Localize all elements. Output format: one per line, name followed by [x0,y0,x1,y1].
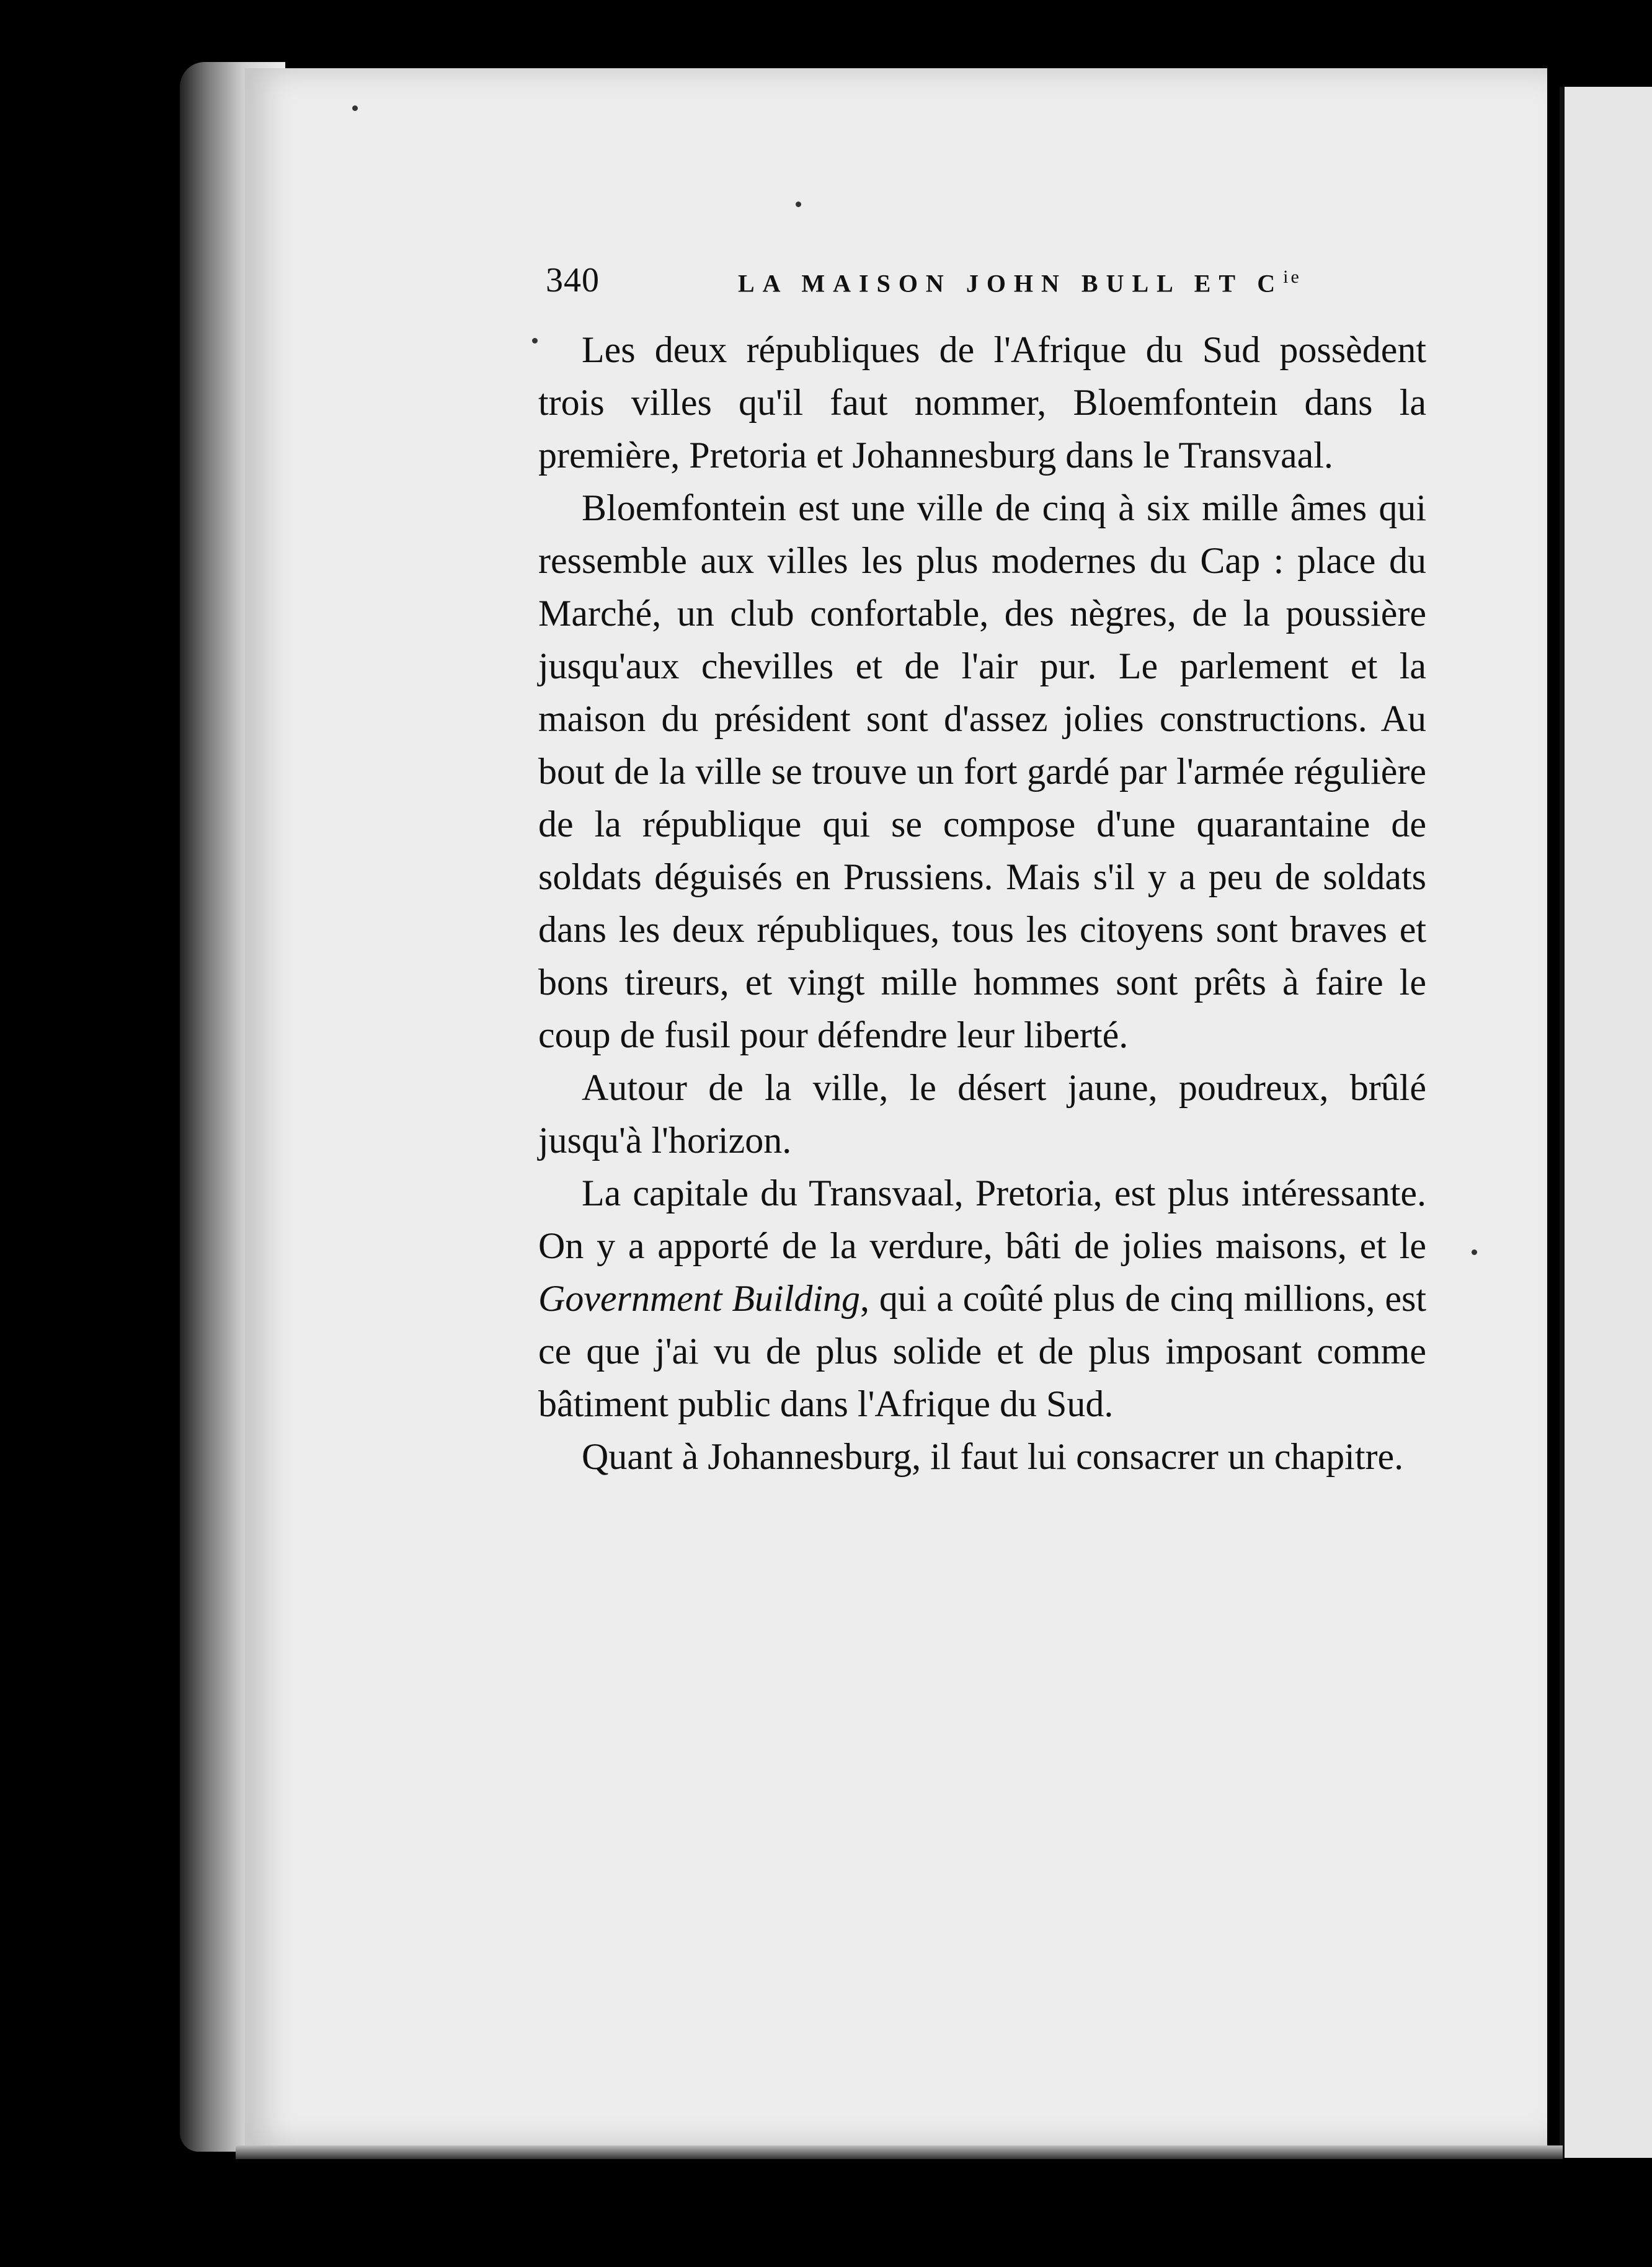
paragraph-3-text: Autour de la ville, le désert jaune, poudreux, brûlé jusqu'à l'horizon. [538,1067,1426,1161]
facing-page-edge [1560,87,1652,2158]
body-text [538,324,1426,1483]
page-bottom-edge [236,2145,1563,2159]
running-title [738,267,1302,298]
paragraph-4 [538,1167,1426,1431]
speck [1472,1249,1477,1255]
paragraph-3 [538,1062,1426,1167]
speck [532,338,538,344]
paragraph-4-text-before: La capitale du Transvaal, Pretoria, est plus intéressante. On y a apporté de la verdure, bâti de jolies maisons, et le [538,1173,1426,1266]
running-title-superscript: ie [1283,267,1302,287]
paragraph-5 [538,1431,1426,1483]
running-title-text: LA MAISON JOHN BULL ET C [738,269,1284,298]
paragraph-5-text: Quant à Johannesburg, il faut lui consacrer un chapitre. [582,1436,1404,1477]
speck [796,202,801,207]
paragraph-1-text: Les deux républiques de l'Afrique du Sud possèdent trois villes qu'il faut nommer, Bloemfontein dans la première, Pretoria et Johannesburg dans le Transvaal. [538,329,1426,476]
paragraph-4-text-after: , qui a coûté plus de cinq millions, est ce que j'ai vu de plus solide et de plus imposant comme bâtiment public dans l'Afrique du Sud. [538,1278,1426,1424]
paragraph-1 [538,324,1426,482]
speck [352,105,358,111]
page-number: 340 [546,261,600,299]
paragraph-4-italic: Government Building [538,1278,861,1319]
running-head [546,260,1302,304]
paragraph-2-text: Bloemfontein est une ville de cinq à six mille âmes qui ressemble aux villes les plus modernes du Cap : place du Marché, un club confortable, des nègres, de la poussière jusqu'aux chevilles et de l'air pur. Le parlement et la maison du président sont d'assez jolies constructions. Au bout de la ville se trouve un fort gardé par l'armée régulière de la république qui se compose d'une quarantaine de soldats déguisés en Prussiens. Mais s'il y a peu de soldats dans les deux républiques, tous les citoyens sont braves et bons tireurs, et vingt mille hommes sont prêts à faire le coup de fusil pour défendre leur liberté. [538,487,1426,1055]
paragraph-2 [538,482,1426,1062]
